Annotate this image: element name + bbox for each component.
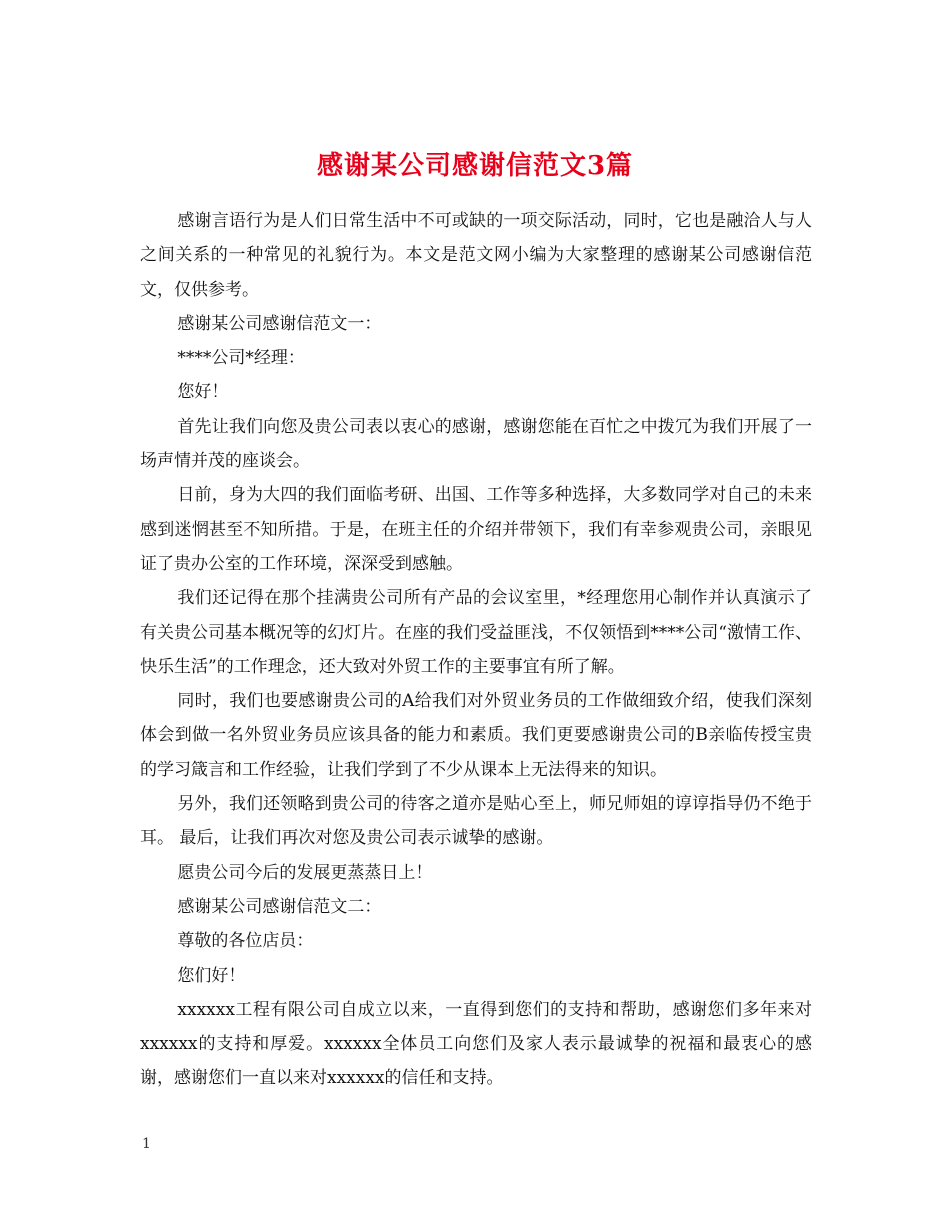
paragraph-wishes: 愿贵公司今后的发展更蒸蒸日上！ xyxy=(177,862,433,883)
paragraph-salutation-one: ****公司*经理： xyxy=(177,348,305,369)
paragraph-company-thanks: xxxxxx工程有限公司自成立以来，一直得到您们的支持和帮助，感谢您们多年来对xxxxxx的支持和厚爱。xxxxxx全体员工向您们及家人表示最诚挚的祝福和最衷心的感谢，感谢您们一直以来对xxxxxx的信任和支持。 xyxy=(140,999,812,1089)
paragraph-introduction-thanks: 同时，我们也要感谢贵公司的A给我们对外贸业务员的工作做细致介绍，使我们深刻体会到做一名外贸业务员应该具备的能力和素质。我们更要感谢贵公司的B亲临传授宝贵的学习箴言和工作经验，让我们学到了不少从课本上无法得来的知识。 xyxy=(140,691,812,780)
paragraph-meeting-room: 我们还记得在那个挂满贵公司所有产品的会议室里，*经理您用心制作并认真演示了有关贵公司基本概况等的幻灯片。在座的我们受益匪浅，不仅领悟到****公司“激情工作、快乐生活”的工作理念，还大致对外贸工作的主要事宜有所了解。 xyxy=(140,588,812,677)
paragraph-heading-one: 感谢某公司感谢信范文一： xyxy=(177,313,382,334)
paragraph-greeting-two: 您们好！ xyxy=(177,965,246,986)
paragraph-greeting-one: 您好！ xyxy=(177,382,229,403)
paragraph-thanks: 首先让我们向您及贵公司表以衷心的感谢，感谢您能在百忙之中拨冗为我们开展了一场声情并茂的座谈会。 xyxy=(140,416,812,472)
paragraph-heading-two: 感谢某公司感谢信范文二： xyxy=(177,896,382,917)
paragraph-background: 日前，身为大四的我们面临考研、出国、工作等多种选择，大多数同学对自己的未来感到迷惘甚至不知所措。于是，在班主任的介绍并带领下，我们有幸参观贵公司，亲眼见证了贵办公室的工作环境，深深受到感触。 xyxy=(140,485,812,574)
document-title: 感谢某公司感谢信范文3篇 xyxy=(316,151,634,182)
paragraph-salutation-two: 尊敬的各位店员： xyxy=(177,931,314,952)
document-body xyxy=(140,204,812,1096)
page-number: 1 xyxy=(142,1136,151,1152)
paragraph-hospitality: 另外，我们还领略到贵公司的待客之道亦是贴心至上，师兄师姐的谆谆指导仍不绝于耳。 最后，让我们再次对您及贵公司表示诚挚的感谢。 xyxy=(140,794,812,849)
paragraph-intro: 感谢言语行为是人们日常生活中不可或缺的一项交际活动，同时，它也是融洽人与人之间关系的一种常见的礼貌行为。本文是范文网小编为大家整理的感谢某公司感谢信范文，仅供参考。 xyxy=(140,211,812,300)
